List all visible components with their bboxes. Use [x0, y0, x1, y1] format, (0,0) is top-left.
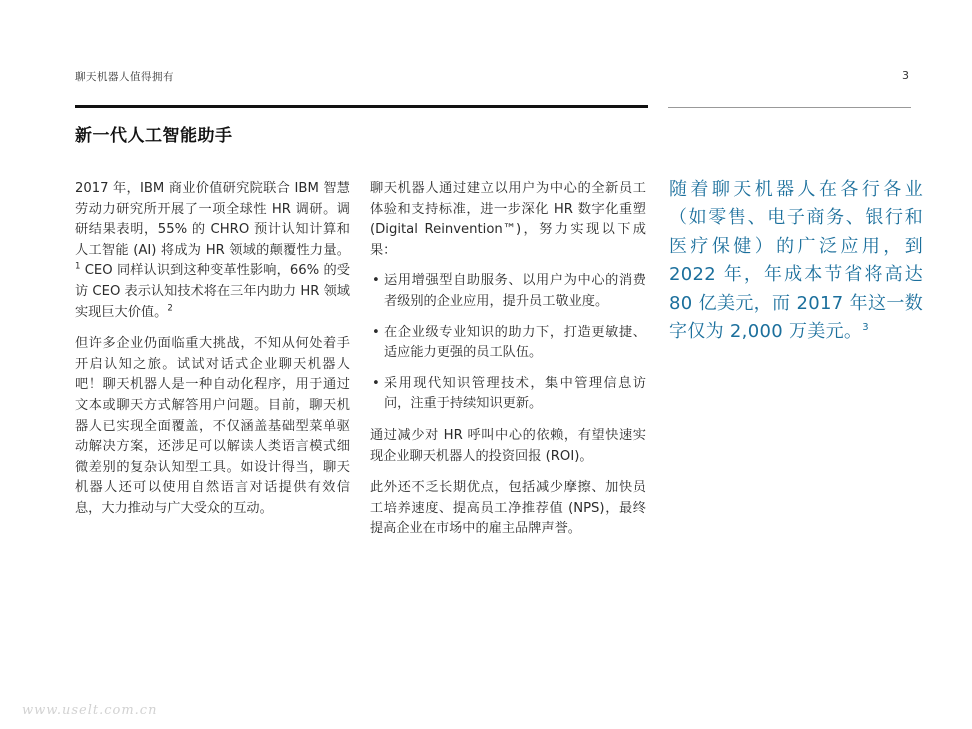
footnote-ref: 2	[167, 303, 173, 314]
outcomes-list	[370, 271, 646, 415]
paragraph-roi: 通过减少对 HR 呼叫中心的依赖，有望快速实现企业聊天机器人的投资回报 (ROI)。	[370, 427, 646, 464]
header-divider	[75, 105, 648, 108]
middle-column	[370, 179, 646, 551]
left-column	[75, 179, 350, 531]
paragraph-hr-survey	[75, 179, 350, 323]
paragraph-long-term: 此外还不乏长期优点，包括减少摩擦、加快员工培养速度、提高员工净推荐值 (NPS)，最终提高企业在市场中的雇主品牌声誉。	[370, 480, 646, 537]
sidebar-divider	[668, 107, 911, 108]
pull-quote-text: 随着聊天机器人在各行各业（如零售、电子商务、银行和医疗保健）的广泛应用，到 2022 年，年成本节省将高达 80 亿美元，而 2017 年这一数字仅为 2,000 万美元。	[669, 179, 923, 343]
list-item	[370, 271, 646, 312]
page-number: 3	[902, 69, 909, 82]
section-heading: 新一代人工智能助手	[75, 126, 233, 146]
list-item	[370, 323, 646, 364]
bullet-icon: •	[372, 375, 380, 391]
list-item-text: 在企业级专业知识的助力下，打造更敏捷、适应能力更强的员工队伍。	[384, 324, 646, 361]
list-item-text: 运用增强型自助服务、以用户为中心的消费者级别的企业应用，提升员工敬业度。	[384, 273, 646, 309]
paragraph-text: 2017 年，IBM 商业价值研究院联合 IBM 智慧劳动力研究所开展了一项全球性 HR 调研。调研结果表明，55% 的 CHRO 预计认知计算和人工智能 (AI) 将成为 HR 领域的颠覆性力量。	[75, 181, 350, 258]
running-title: 聊天机器人值得拥有	[75, 71, 174, 83]
pull-quote	[669, 176, 923, 346]
paragraph-chatbot-intro: 但许多企业仍面临重大挑战，不知从何处着手开启认知之旅。试试对话式企业聊天机器人吧！聊天机器人是一种自动化程序，用于通过文本或聊天方式解答用户问题。目前，聊天机器人已实现全面覆盖，不仅涵盖基础型菜单驱动解决方案，还涉足可以解读人类语言模式细微差别的复杂认知型工具。如设计得当，聊天机器人还可以使用自然语言对话提供有效信息，大力推动与广大受众的互动。	[75, 336, 350, 516]
paragraph-outcomes-intro: 聊天机器人通过建立以用户为中心的全新员工体验和支持标准，进一步深化 HR 数字化重塑 (Digital Reinvention™)，努力实现以下成果：	[370, 181, 646, 258]
footnote-ref: 1	[75, 261, 81, 272]
list-item	[370, 374, 646, 415]
bullet-icon: •	[372, 324, 380, 340]
watermark: www.uselt.com.cn	[22, 703, 158, 718]
bullet-icon: •	[372, 273, 380, 289]
paragraph-text: CEO 同样认识到这种变革性影响，66% 的受访 CEO 表示认知技术将在三年内助力 HR 领域实现巨大价值。	[75, 263, 350, 320]
footnote-ref: 3	[862, 322, 869, 334]
list-item-text: 采用现代知识管理技术，集中管理信息访问，注重于持续知识更新。	[384, 375, 646, 412]
